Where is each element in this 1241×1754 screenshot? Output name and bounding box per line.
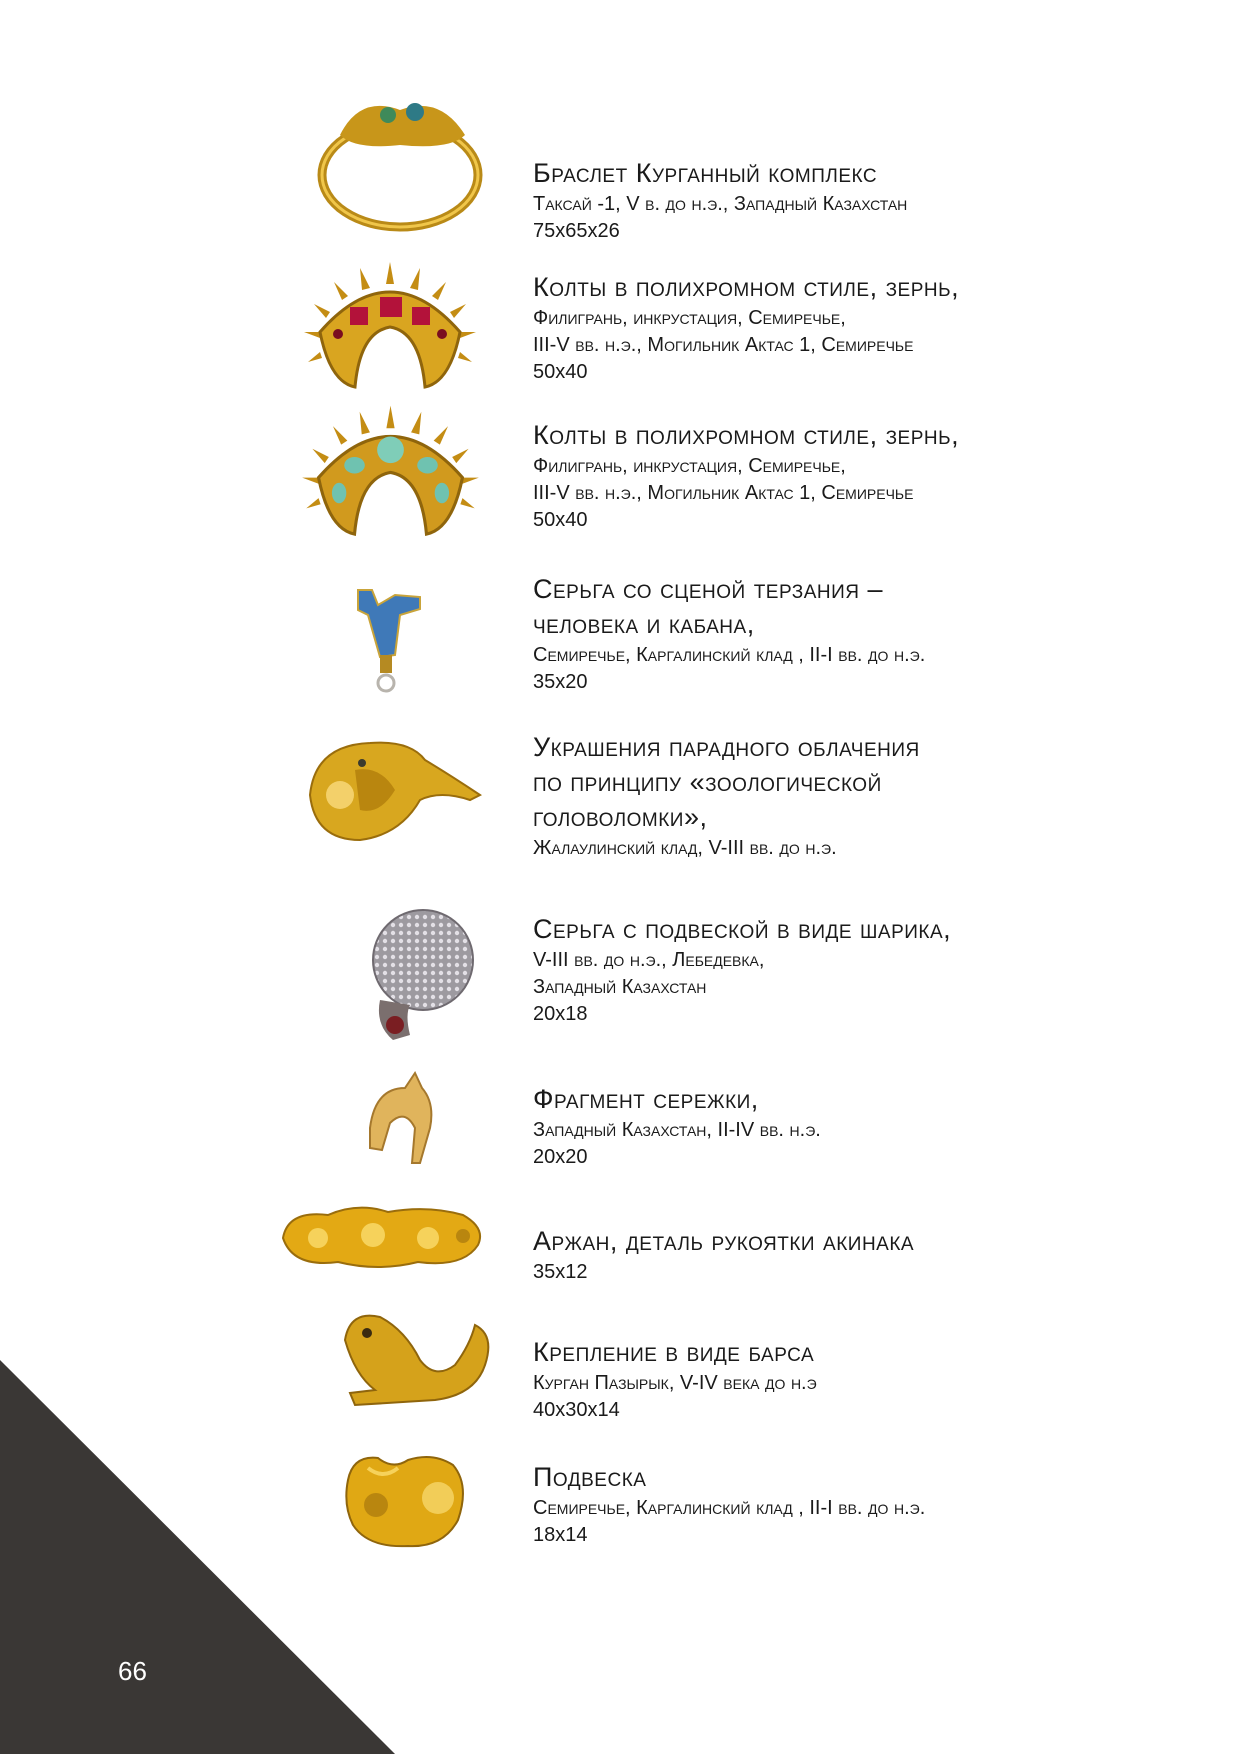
akinak-handle-icon	[278, 1200, 488, 1275]
page-number: 66	[118, 1656, 147, 1686]
item-dimensions: 35х20	[533, 671, 588, 693]
item-title-line-2: по принципу «зоологической	[533, 767, 882, 797]
item-dimensions: 40х30х14	[533, 1399, 620, 1421]
item-dimensions: 50х40	[533, 509, 588, 531]
item-dimensions: 18х14	[533, 1524, 588, 1546]
item-detail: Жалаулинский клад, V-III вв. до н.э.	[533, 837, 837, 859]
earring-fragment-icon	[360, 1068, 440, 1168]
item-title: Украшения парадного облачения	[533, 732, 920, 762]
earring-scene-icon	[350, 585, 430, 700]
item-detail: Курган Пазырык, V-IV века до н.э	[533, 1372, 817, 1394]
item-dimensions: 35х12	[533, 1261, 588, 1283]
item-text-pendant	[533, 1460, 1093, 1549]
item-detail: Таксай -1, V в. до н.э., Западный Казахстан	[533, 193, 908, 215]
zoological-ornament-icon	[300, 735, 485, 845]
item-text-kolt-red	[533, 270, 1093, 386]
item-text-zoological-ornament	[533, 730, 1093, 862]
item-title: Браслет Курганный комплекс	[533, 158, 878, 188]
item-text-snow-leopard-mount	[533, 1335, 1093, 1424]
ball-pendant-earring-icon	[365, 905, 475, 1045]
item-text-bracelet	[533, 156, 1093, 245]
item-dimensions: 75х65х26	[533, 220, 620, 242]
kolt-red-stones-icon	[300, 262, 480, 397]
item-detail: Семиречье, Каргалинский клад , II-I вв. до н.э.	[533, 1497, 926, 1519]
kolt-turquoise-icon	[298, 405, 483, 545]
gold-bracelet-icon	[300, 90, 500, 240]
item-text-ball-pendant-earring	[533, 912, 1093, 1028]
item-title: Подвеска	[533, 1462, 647, 1492]
item-title: Колты в полихромном стиле, зернь,	[533, 420, 960, 450]
item-detail: Филигрань, инкрустация, Семиречье,	[533, 307, 846, 329]
item-text-earring-fragment	[533, 1082, 1093, 1171]
item-title-line-2: человека и кабана,	[533, 609, 755, 639]
item-text-earring-scene	[533, 572, 1093, 696]
item-title: Колты в полихромном стиле, зернь,	[533, 272, 960, 302]
item-dimensions: 20х20	[533, 1146, 588, 1168]
item-text-kolt-turquoise	[533, 418, 1093, 534]
item-detail: Семиречье, Каргалинский клад , II-I вв. до н.э.	[533, 644, 926, 666]
snow-leopard-mount-icon	[335, 1305, 495, 1415]
item-text-akinak-handle	[533, 1224, 1093, 1286]
item-title: Фрагмент сережки,	[533, 1084, 759, 1114]
item-title: Серьга со сценой терзания –	[533, 574, 883, 604]
item-title: Крепление в виде барса	[533, 1337, 815, 1367]
item-title-line-3: головоломки»,	[533, 802, 708, 832]
item-detail: III-V вв. н.э., Могильник Актас 1, Семиречье	[533, 482, 914, 504]
item-detail: Западный Казахстан	[533, 976, 707, 998]
item-detail: V-III вв. до н.э., Лебедевка,	[533, 949, 765, 971]
item-dimensions: 50х40	[533, 361, 588, 383]
item-dimensions: 20х18	[533, 1003, 588, 1025]
pendant-icon	[338, 1450, 473, 1550]
item-title: Аржан, деталь рукоятки акинака	[533, 1226, 915, 1256]
item-detail: Западный Казахстан, II-IV вв. н.э.	[533, 1119, 821, 1141]
item-detail: Филигрань, инкрустация, Семиречье,	[533, 455, 846, 477]
item-detail: III-V вв. н.э., Могильник Актас 1, Семиречье	[533, 334, 914, 356]
item-title: Серьга с подвеской в виде шарика,	[533, 914, 952, 944]
